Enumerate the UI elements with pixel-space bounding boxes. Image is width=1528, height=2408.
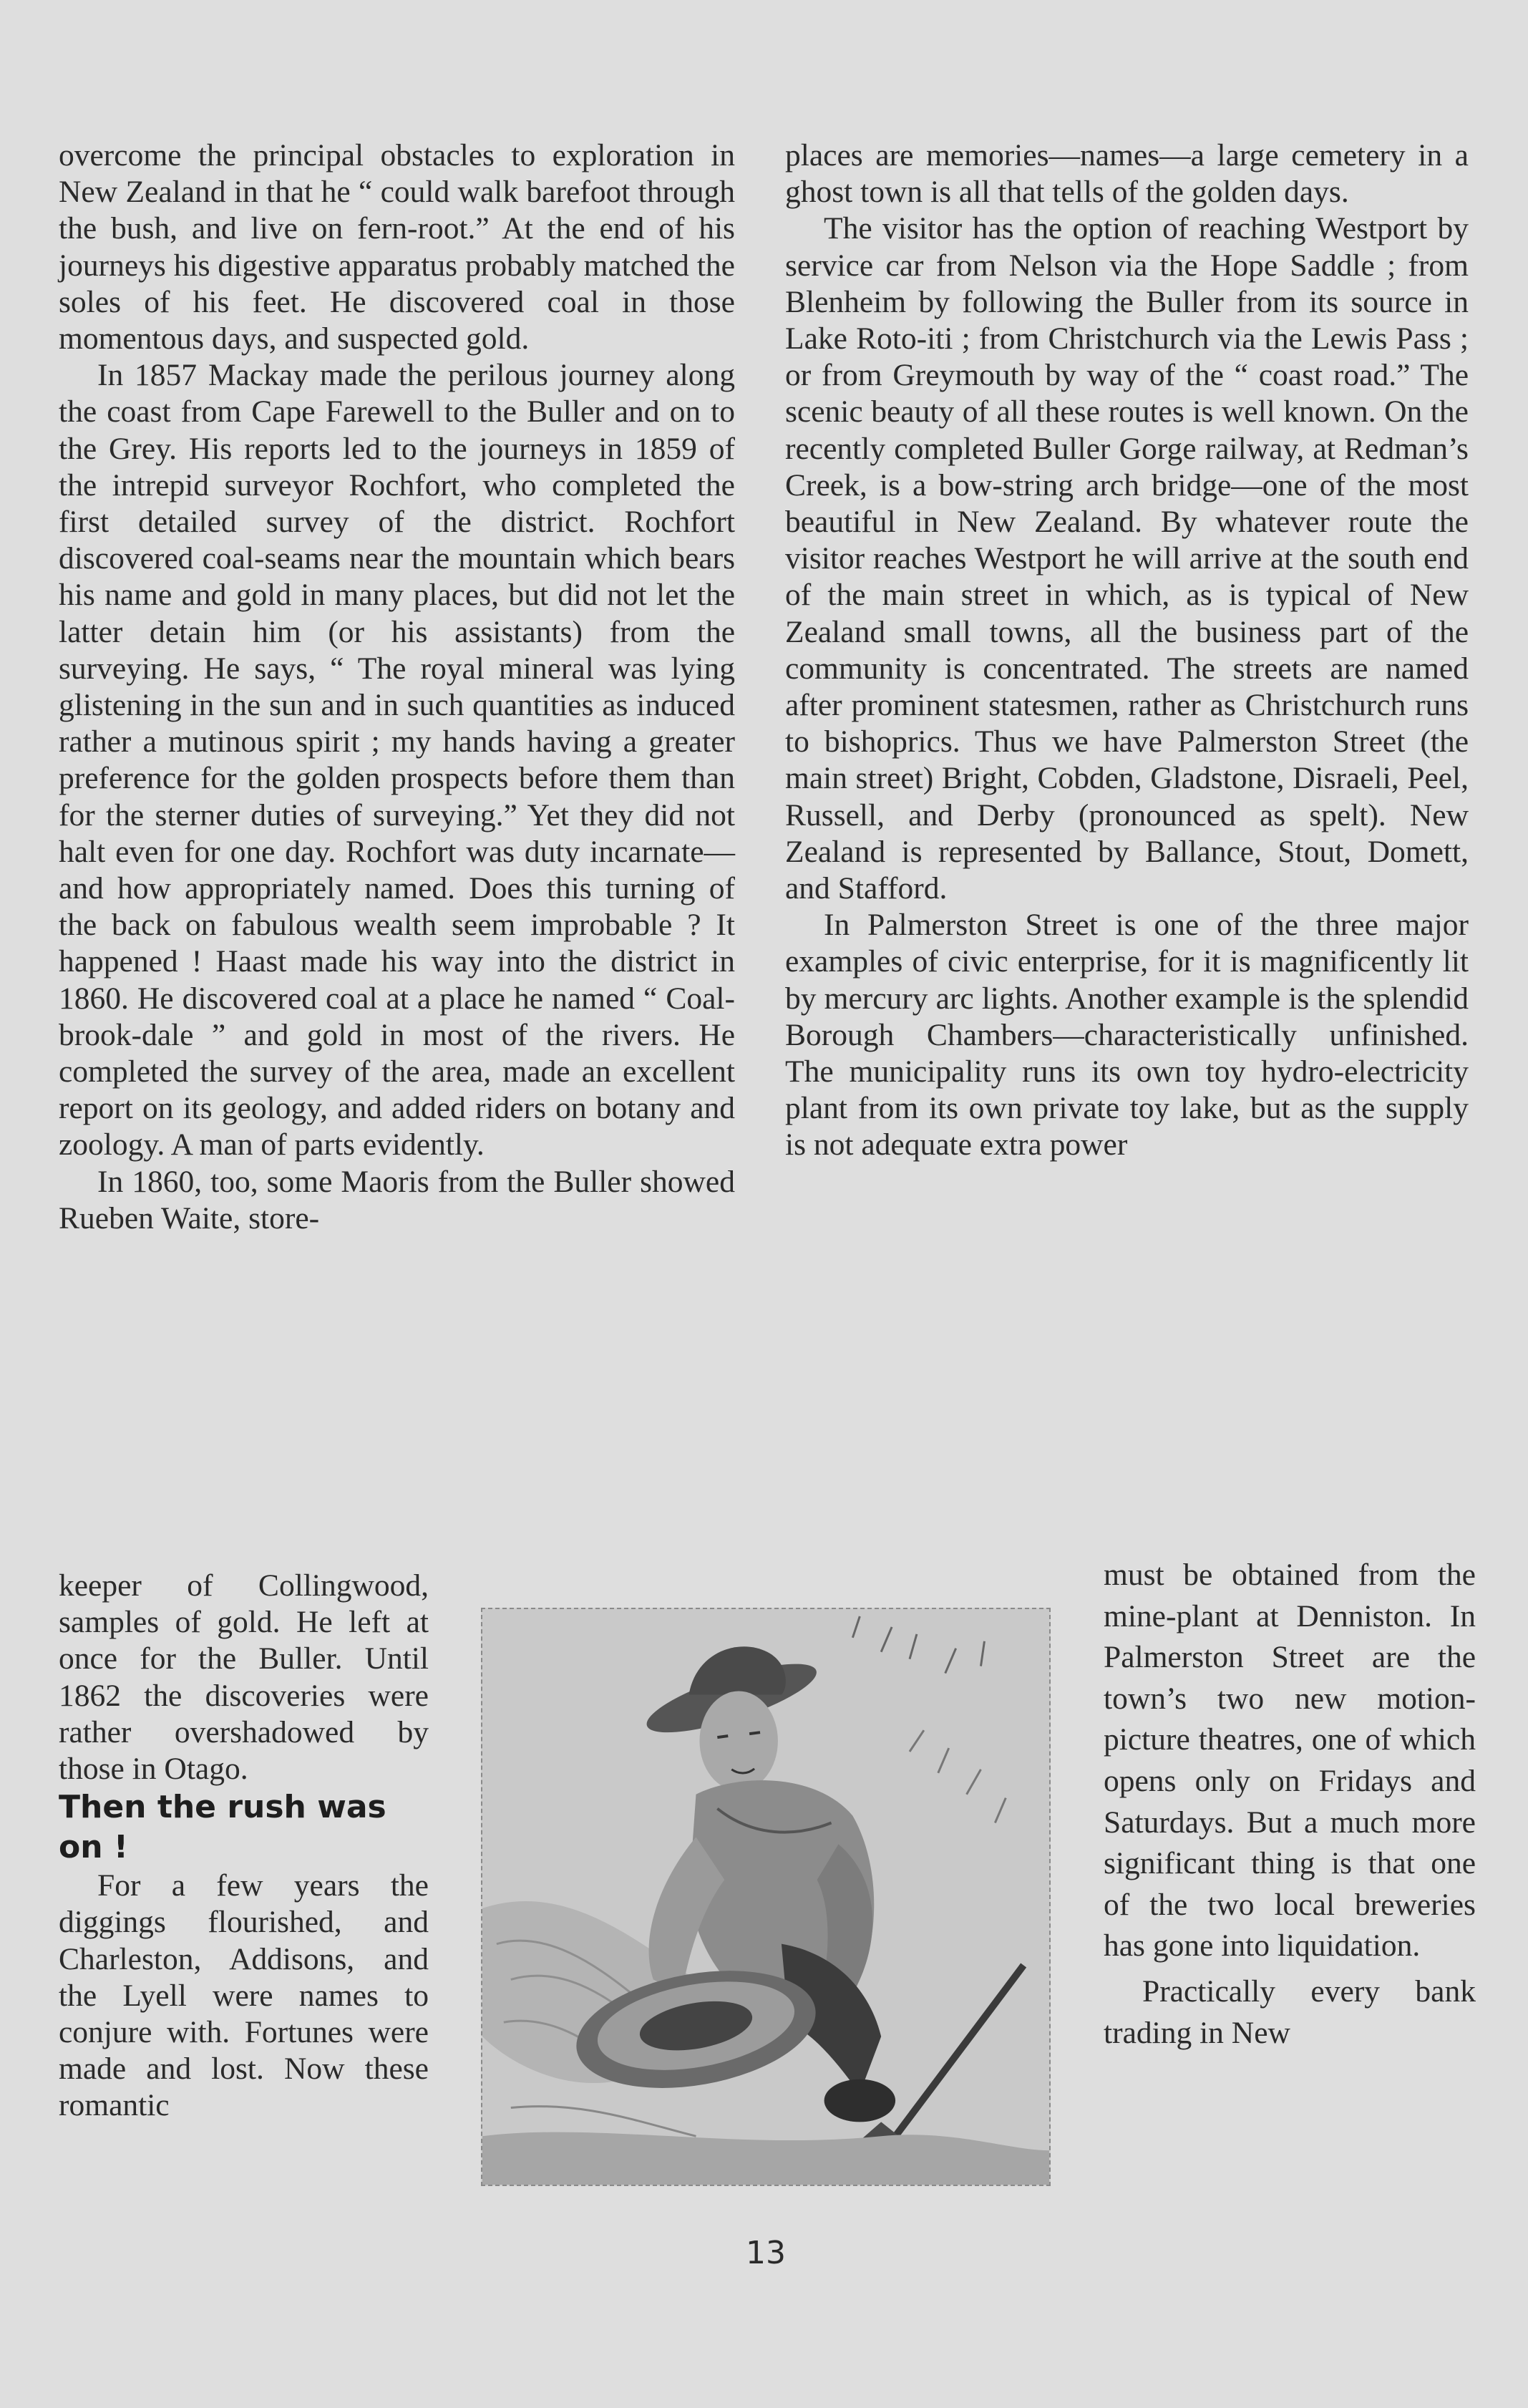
left-paragraph-2: In 1857 Mackay made the perilous journey along the coast from Cape Farewell to the Buller and on to the Grey. His reports led to the journeys in 1859 of the intrepid surveyor Rochfort, who completed the first detailed survey of the district. Rochfort discovered coal-seams near the mountain which bears his name and gold in many places, but did not let the latter detain him (or his assistants) from the surveying. He says, “ The royal mineral was lying glistening in the sun and in such quantities as induced rather a mutinous spirit ; my hands having a greater preference for the golden prospects before them than for the sterner duties of surveying.” Yet they did not halt even for one day. Rochfort was duty incarnate—and how appropriately named. Does this turning of the back on fabulous wealth seem improbable ? It happened ! Haast made his way into the district in 1860. He discovered coal at a place he named “ Coal-brook-dale ” and gold in most of the rivers. He completed the survey of the area, made an excellent report on its geology, and added riders on botany and zoology. A man of parts evidently. xyxy=(59,358,735,1162)
right-paragraph-4: Practically every bank trading in New xyxy=(1104,1974,1476,2050)
left-paragraph-3-end: keeper of Collingwood, samples of gold. He left at once for the Buller. Until 1862 the discoveries were rather overshadowed by those in Otago. xyxy=(59,1568,429,1787)
left-column-narrow xyxy=(59,1568,429,2125)
right-paragraph-3-start: In Palmerston Street is one of the three major examples of civic enterprise, for it is magnificently lit by mercury arc lights. Another example is the splendid Borough Chambers—characteristically unfinished. The municipality runs its own toy hydro-electricity plant from its own private toy lake, but as the supply is not adequate extra power xyxy=(785,908,1469,1162)
gold-panner-drawing xyxy=(482,1609,1049,2185)
page-number: 13 xyxy=(746,2235,786,2271)
left-paragraph-1: overcome the principal obstacles to exploration in New Zealand in that he “ could walk barefoot through the bush, and live on fern-root.” At the end of his journeys his digestive apparatus probably matched the soles of his feet. He discovered coal in those momentous days, and suspected gold. xyxy=(59,138,735,356)
right-paragraph-2: The visitor has the option of reaching Westport by service car from Nelson via the Hope Saddle ; from Blenheim by following the Buller from its source in Lake Roto-iti ; from Christchurch via the Lewis Pass ; or from Greymouth by way of the “ coast road.” The scenic beauty of all these routes is well known. On the recently completed Buller Gorge railway, at Redman’s Creek, is a bow-string arch bridge—one of the most beautiful in New Zealand. By whatever route the visitor reaches Westport he will arrive at the south end of the main street in which, as is typical of New Zealand small towns, all the business part of the community is concentrated. The streets are named after prominent statesmen, rather as Christchurch runs to bishoprics. Thus we have Palmerston Street (the main street) Bright, Cobden, Gladstone, Disraeli, Peel, Russell, and Derby (pronounced as spelt). New Zealand is represented by Ballance, Stout, Domett, and Stafford. xyxy=(785,211,1469,906)
right-column-narrow xyxy=(1104,1555,1476,2054)
right-paragraph-1: places are memories—names—a large cemetery in a ghost town is all that tells of the golden days. xyxy=(785,138,1469,210)
right-paragraph-3-end: must be obtained from the mine-plant at Denniston. In Palmerston Street are the town’s two new motion-picture theatres, one of which opens only on Fridays and Saturdays. But a much more significant thing is that one of the two local breweries has gone into liquidation. xyxy=(1104,1558,1476,1963)
gold-panner-illustration xyxy=(481,1608,1051,2186)
left-column xyxy=(59,137,735,1237)
left-paragraph-4: For a few years the diggings flourished, and Charleston, Addisons, and the Lyell were names to conjure with. Fortunes were made and lost. Now these romantic xyxy=(59,1868,429,2123)
right-column xyxy=(785,137,1469,1164)
section-heading: Then the rush was on ! xyxy=(59,1789,386,1866)
left-paragraph-3-start: In 1860, too, some Maoris from the Buller showed Rueben Waite, store- xyxy=(59,1164,735,1235)
